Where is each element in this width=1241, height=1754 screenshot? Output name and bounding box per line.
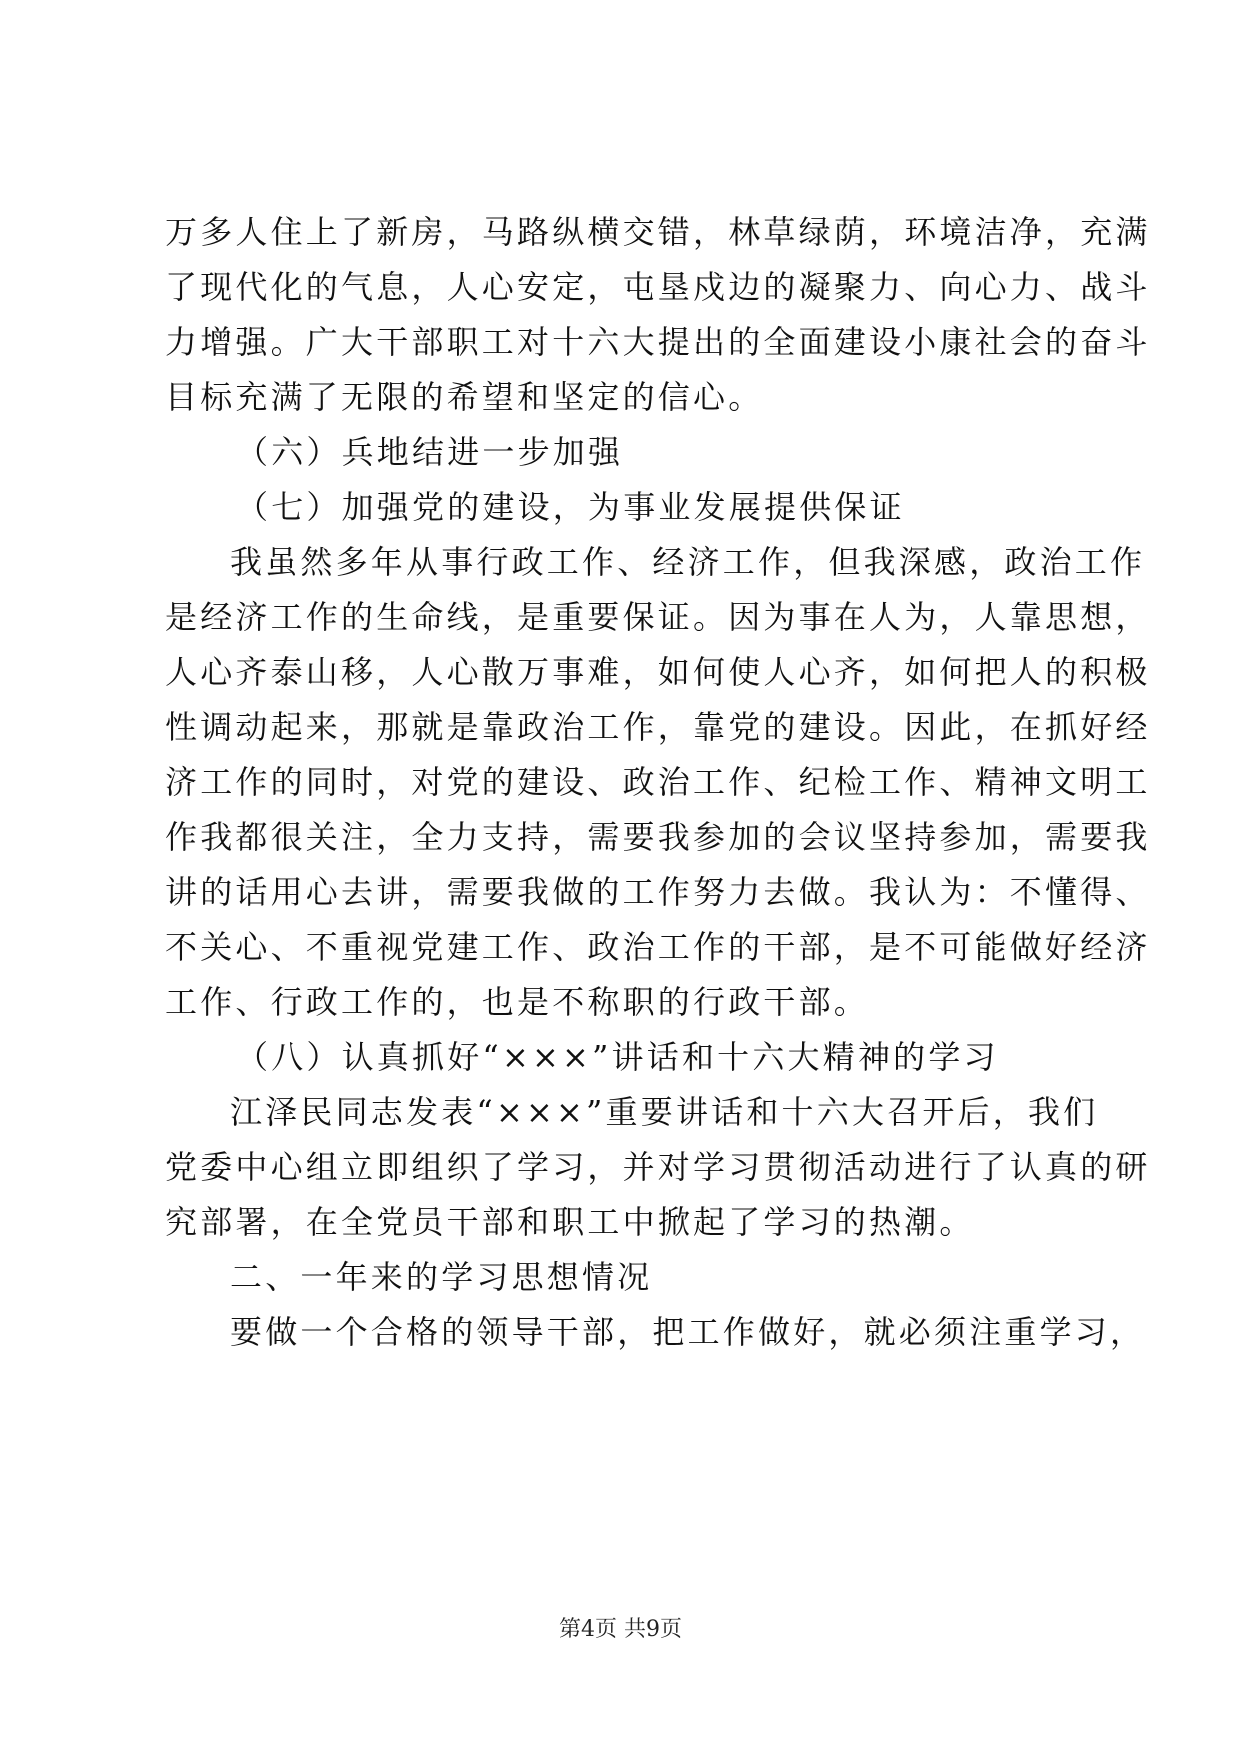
paragraph-first-line: 我虽然多年从事行政工作、经济工作，但我深感，政治工作 bbox=[230, 543, 1146, 581]
section-heading: （八）认真抓好“×××”讲话和十六大精神的学习 bbox=[236, 1038, 999, 1076]
section-heading: （七）加强党的建设，为事业发展提供保证 bbox=[236, 488, 905, 526]
paragraph-first-line: 江泽民同志发表“×××”重要讲话和十六大召开后，我们 bbox=[230, 1093, 1099, 1131]
body-text-line: 性调动起来，那就是靠政治工作，靠党的建设。因此，在抓好经 bbox=[165, 708, 1151, 746]
paragraph-first-line: 要做一个合格的领导干部，把工作做好，就必须注重学习， bbox=[230, 1313, 1146, 1351]
body-text-line: 济工作的同时，对党的建设、政治工作、纪检工作、精神文明工 bbox=[165, 763, 1151, 801]
body-text-line: 人心齐泰山移，人心散万事难，如何使人心齐，如何把人的积极 bbox=[165, 653, 1151, 691]
section-heading: 二、一年来的学习思想情况 bbox=[230, 1258, 653, 1296]
body-text-line: 了现代化的气息，人心安定，屯垦戍边的凝聚力、向心力、战斗 bbox=[165, 268, 1151, 306]
body-text-line: 工作、行政工作的，也是不称职的行政干部。 bbox=[165, 983, 870, 1021]
body-text-line: 目标充满了无限的希望和坚定的信心。 bbox=[165, 378, 764, 416]
body-text-line: 万多人住上了新房，马路纵横交错，林草绿荫，环境洁净，充满 bbox=[165, 213, 1151, 251]
body-text-line: 究部署，在全党员干部和职工中掀起了学习的热潮。 bbox=[165, 1203, 975, 1241]
body-text-line: 力增强。广大干部职工对十六大提出的全面建设小康社会的奋斗 bbox=[165, 323, 1151, 361]
body-text-line: 讲的话用心去讲，需要我做的工作努力去做。我认为：不懂得、 bbox=[165, 873, 1151, 911]
body-text-line: 不关心、不重视党建工作、政治工作的干部，是不可能做好经济 bbox=[165, 928, 1151, 966]
body-text-line: 党委中心组立即组织了学习，并对学习贯彻活动进行了认真的研 bbox=[165, 1148, 1151, 1186]
body-text-line: 是经济工作的生命线，是重要保证。因为事在人为，人靠思想， bbox=[165, 598, 1151, 636]
body-text-line: 作我都很关注，全力支持，需要我参加的会议坚持参加，需要我 bbox=[165, 818, 1151, 856]
page-footer: 第4页 共9页 bbox=[559, 1617, 682, 1642]
section-heading: （六）兵地结进一步加强 bbox=[236, 433, 624, 471]
